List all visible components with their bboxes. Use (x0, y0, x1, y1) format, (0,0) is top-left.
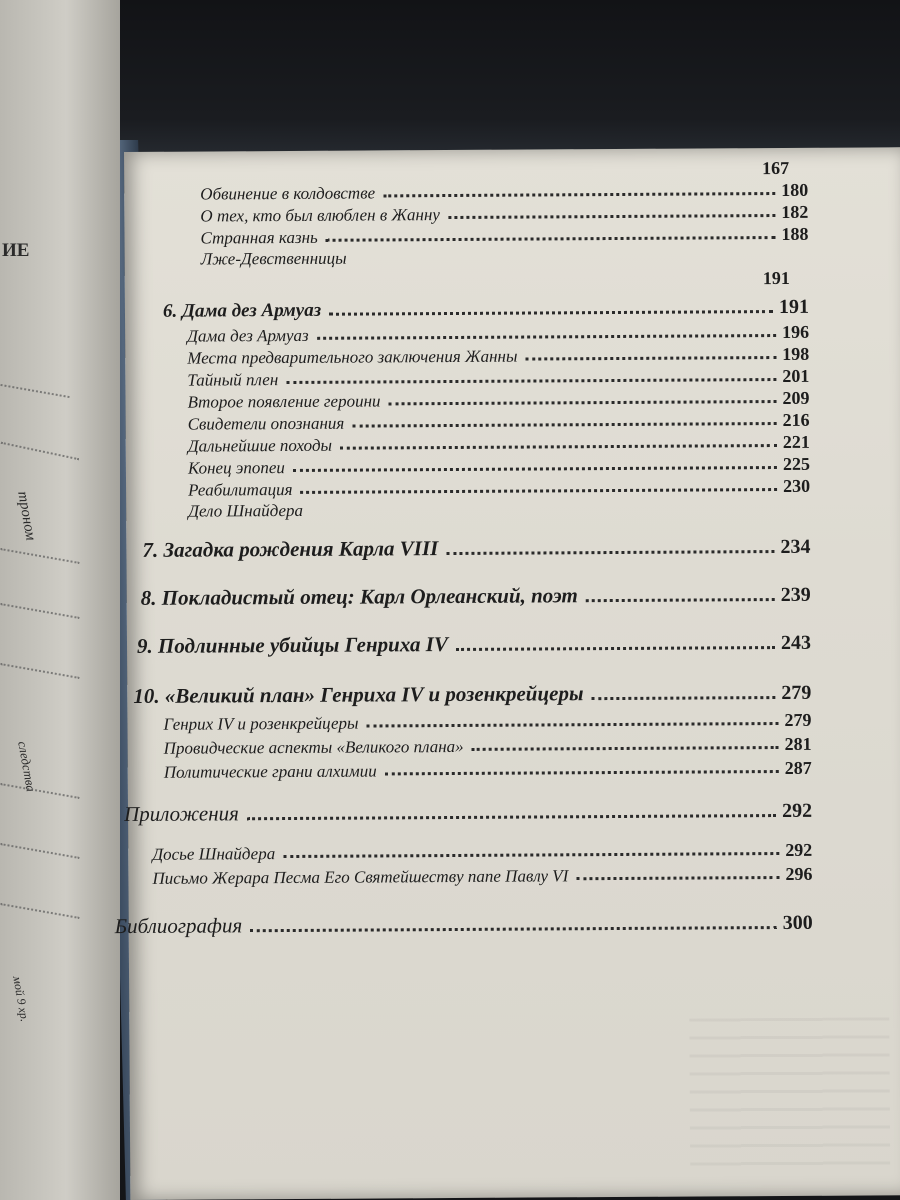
left-page-dots (0, 903, 79, 919)
toc-entry-page: 287 (784, 757, 812, 778)
dot-leader (446, 550, 774, 555)
toc-chapter-page: 279 (781, 681, 812, 704)
toc-entry (164, 734, 812, 759)
toc-entry (164, 758, 812, 783)
toc-entry-title: Реабилитация (188, 479, 293, 500)
toc-chapter-title: 10. «Великий план» Генриха IV и розенкрейцеры (133, 681, 584, 708)
toc-chapter-title: 6. Дама дез Армуаз (162, 299, 322, 322)
toc-entry-page: 225 (782, 453, 810, 474)
toc-entry-title: Дальнейшие походы (187, 435, 333, 456)
book-page (114, 147, 900, 1200)
toc-entry-page: 201 (782, 365, 810, 386)
toc-entry-title: Провидческие аспекты «Великого плана» (163, 736, 464, 758)
toc-entry (163, 710, 811, 735)
toc-entry (187, 388, 809, 413)
dot-leader (367, 722, 779, 728)
toc-entry-title: Места предварительного заключения Жанны (187, 346, 518, 368)
dot-leader (576, 876, 779, 880)
dot-leader (388, 400, 776, 405)
dot-leader (317, 334, 777, 340)
toc-chapter (163, 296, 809, 323)
toc-entry-page: 216 (782, 409, 810, 430)
dot-leader (340, 444, 777, 450)
left-page-fragment: ИЕ (2, 240, 30, 261)
left-page-dots (1, 442, 80, 461)
toc-entry-page: 209 (782, 387, 810, 408)
left-page-fragment: следства (15, 740, 39, 793)
toc-entry-page: 281 (784, 733, 812, 754)
toc-entry (200, 180, 808, 205)
toc-entry-page: 292 (785, 839, 813, 860)
toc-entry-title: Дама дез Армуаз (187, 325, 309, 346)
toc-entry-page: 230 (782, 475, 811, 496)
toc-chapter-page: 243 (780, 631, 812, 654)
toc-entry-page: 221 (782, 431, 810, 452)
toc-chapter-title: Библиография (114, 913, 243, 939)
toc-entry-title: О тех, кто был влюблен в Жанну (200, 205, 440, 226)
dot-leader (592, 696, 776, 700)
toc-chapter-page: 300 (782, 911, 813, 934)
table-of-contents (114, 147, 900, 1200)
toc-entry (187, 366, 809, 391)
toc-entry-title: Письмо Жерара Песма Его Святейшеству папе Павлу VI (152, 866, 569, 888)
dot-leader (456, 646, 775, 651)
toc-chapter-title: 9. Подлинные убийцы Генриха IV (136, 632, 449, 658)
toc-entry-page: 188 (781, 223, 809, 244)
toc-chapter-page: 191 (778, 295, 810, 319)
left-page (0, 0, 120, 1200)
toc-entry-page: 279 (784, 709, 812, 730)
toc-chapter-title: 8. Покладистый отец: Карл Орлеанский, поэт (140, 583, 578, 610)
toc-entry (188, 432, 810, 457)
toc-entry (201, 246, 809, 270)
toc-chapter (115, 910, 813, 939)
dot-leader (293, 466, 777, 472)
toc-entry-title: Второе появление героини (187, 391, 381, 412)
toc-entry (188, 410, 810, 435)
toc-entry (200, 202, 808, 227)
toc-chapter (137, 630, 811, 659)
left-page-dots (0, 384, 69, 398)
left-page-dots (0, 783, 79, 799)
dot-leader (283, 852, 779, 858)
toc-entry-title: Конец эпопеи (187, 458, 285, 478)
page-number: 191 (762, 267, 790, 289)
toc-chapter-page: 239 (780, 583, 811, 606)
toc-chapter-title: 7. Загадка рождения Карла VIII (142, 536, 439, 562)
dot-leader (329, 310, 773, 316)
dot-leader (352, 422, 776, 428)
page-number: 167 (762, 157, 790, 179)
toc-entry-title: Генрих IV и розенкрейцеры (163, 713, 359, 734)
dot-leader (247, 814, 776, 820)
left-page-dots (0, 548, 79, 564)
dot-leader (586, 598, 775, 602)
toc-entry-page: 296 (785, 863, 813, 884)
dot-leader (472, 746, 779, 751)
toc-entry (152, 864, 812, 889)
toc-entry-title: Свидетели опознания (187, 413, 345, 434)
toc-entry (188, 454, 810, 479)
left-page-fragment: троном (14, 490, 39, 542)
dot-leader (301, 488, 778, 494)
toc-chapter (142, 534, 810, 563)
left-page-dots (0, 603, 79, 619)
left-page-dots (0, 663, 79, 679)
toc-chapter (133, 680, 811, 709)
toc-entry (200, 224, 808, 249)
dot-leader (250, 926, 777, 932)
toc-entry-title: Странная казнь (200, 227, 318, 248)
toc-entry-page: 182 (781, 201, 809, 222)
toc-entry-title: Лже-Девственницы (200, 248, 347, 269)
toc-entry-title: Обвинение в колдовстве (200, 183, 376, 204)
toc-entry (188, 498, 810, 522)
toc-chapter-title: Приложения (123, 801, 239, 827)
dot-leader (448, 214, 775, 219)
toc-entry (187, 322, 809, 347)
toc-entry-title: Дело Шнайдера (188, 500, 304, 521)
toc-entry (187, 344, 809, 369)
dot-leader (385, 770, 779, 775)
left-page-dots (0, 843, 79, 859)
toc-chapter-page: 234 (780, 535, 811, 558)
toc-entry-page: 196 (782, 321, 810, 342)
toc-chapter (141, 582, 811, 611)
toc-entry (152, 840, 812, 865)
dot-leader (286, 378, 776, 384)
toc-entry-title: Досье Шнайдера (152, 844, 276, 864)
toc-entry-page: 198 (782, 343, 810, 364)
toc-entry-page: 180 (781, 179, 809, 200)
toc-entry-title: Тайный плен (187, 370, 279, 390)
toc-entry (188, 476, 810, 501)
dot-leader (383, 192, 775, 197)
dot-leader (525, 356, 776, 361)
toc-chapter-page: 292 (781, 799, 813, 822)
dot-leader (326, 236, 776, 242)
toc-entry-title: Политические грани алхимии (163, 761, 377, 782)
left-page-fragment: мой 9 хр. (10, 975, 32, 1023)
toc-chapter (124, 798, 812, 827)
